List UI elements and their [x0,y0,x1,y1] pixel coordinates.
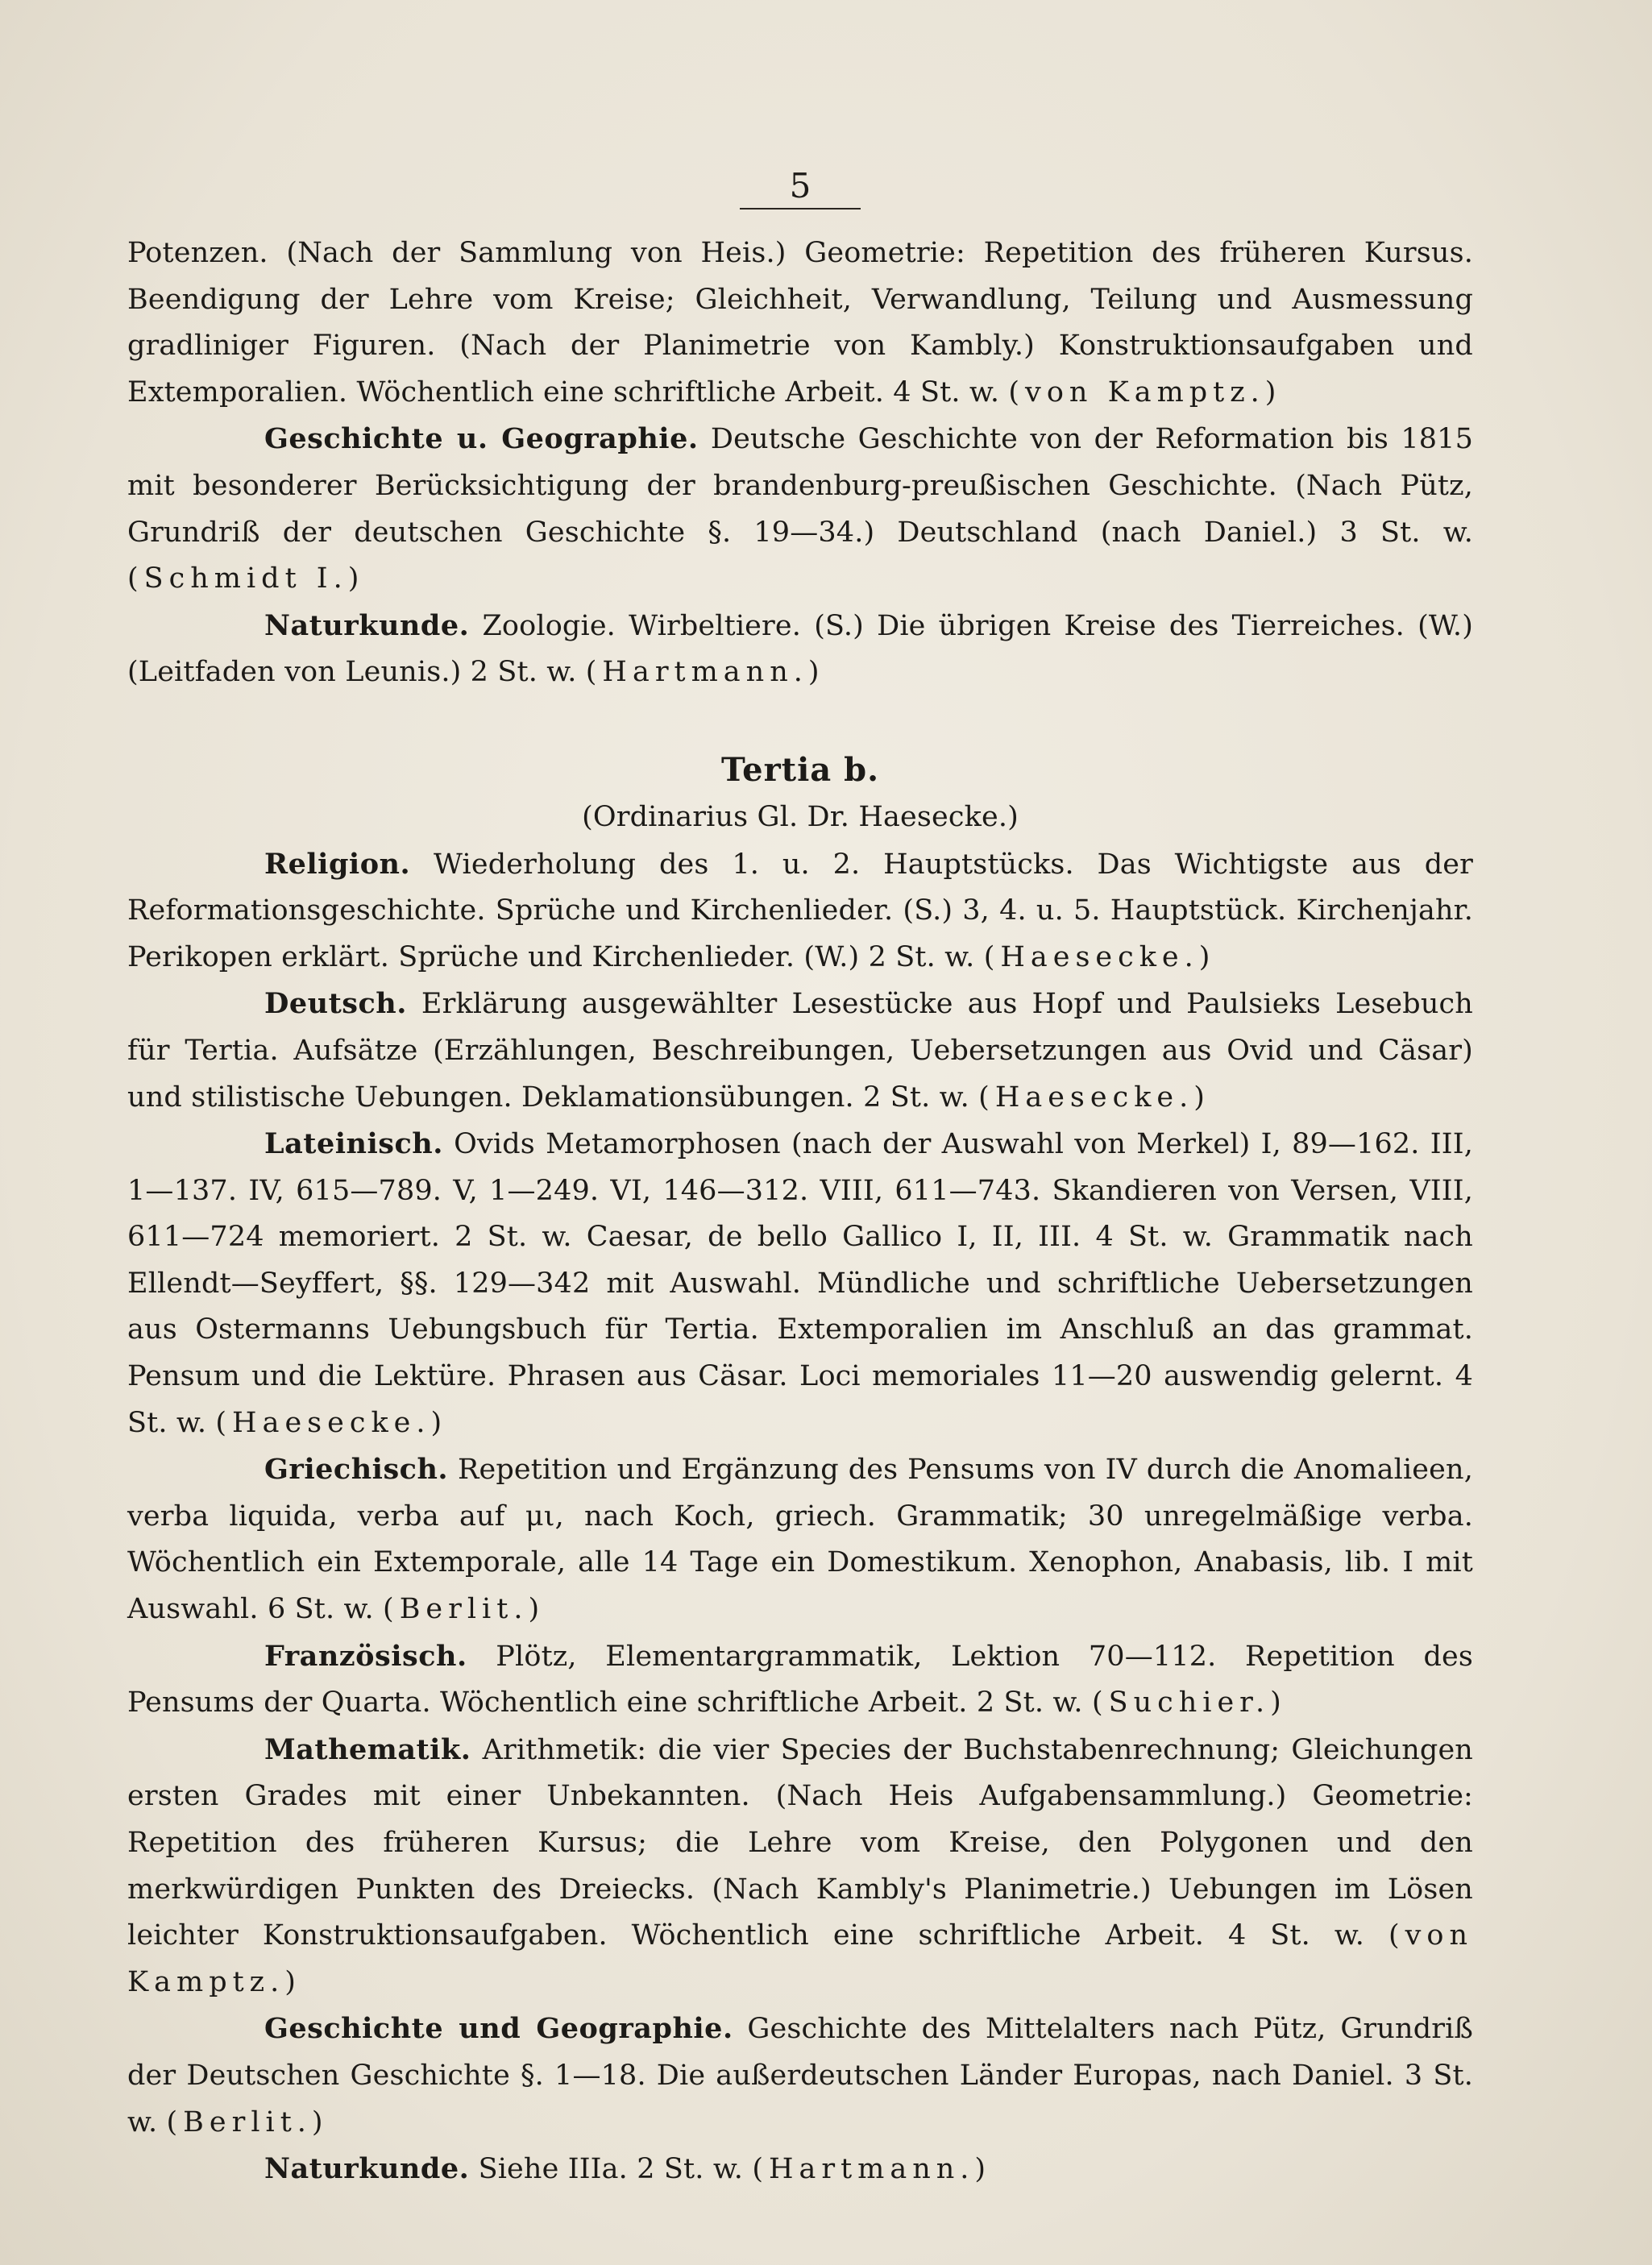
paragraph-latin: Lateinisch. Ovids Metamorphosen (nach der Auswahl von Merkel) I, 89—162. III, 1—137. IV, 615—789. V, 1—249. VI, 146—312. VIII, 611—743. Skandieren von Versen, VIII, 611—724 memoriert. 2 St. w. Caesar, de bello Gallico I, II, III. 4 St. w. Grammatik nach Ellendt—Seyffert, §§. 129—342 mit Auswahl. Mündliche und schriftliche Uebersetzungen aus Ostermanns Uebungsbuch für Tertia. Extemporalien im Anschluß an das grammat. Pensum und die Lektüre. Phrasen aus Cäsar. Loci memoriales 11—20 auswendig gelernt. 4 St. w. (Haesecke.) [127,1127,1473,1439]
paragraph-french: Französisch. Plötz, Elementargrammatik, Lektion 70—112. Repetition des Pensums der Quarta. Wöchentlich eine schriftliche Arbeit. 2 St. w. (Suchier.) [127,1639,1473,1719]
paragraph-greek: Griechisch. Repetition und Ergänzung des Pensums von IV durch die Anomalieen, verba liquida, verba auf μι, nach Koch, griech. Grammatik; 30 unregelmäßige verba. Wöchentlich ein Extemporale, alle 14 Tage ein Domestikum. Xenophon, Anabasis, lib. I mit Auswahl. 6 St. w. (Berlit.) [127,1453,1473,1626]
paragraph-natural-science-b: Naturkunde. Siehe IIIa. 2 St. w. (Hartmann.) [264,2152,992,2186]
subject-heading: Religion. [264,847,411,881]
page-number-rule [740,208,861,209]
teacher-name: (Haesecke.) [983,940,1216,973]
teacher-name: (Hartmann.) [585,656,825,689]
paragraph-history-geography: Geschichte u. Geographie. Deutsche Geschichte von der Reformation bis 1815 mit besonderer Berücksichtigung der brandenburg-preußischen Geschichte. (Nach Pütz, Grundriß der deutschen Geschichte §. 19—34.) Deutschland (nach Daniel.) 3 St. w. (Schmidt I.) [127,422,1474,595]
teacher-name: (Berlit.) [383,1593,546,1626]
paragraph-natural-science: Naturkunde. Zoologie. Wirbeltiere. (S.) Die übrigen Kreise des Tierreiches. (W.) (Leitfaden von Leunis.) 2 St. w. (Hartmann.) [127,608,1473,689]
subject-heading: Naturkunde. [264,2152,470,2186]
teacher-name: (von Kamptz.) [1008,375,1282,409]
subject-heading: Deutsch. [264,987,407,1021]
subject-heading: Geschichte und Geographie. [264,2012,733,2046]
teacher-name: (Haesecke.) [978,1081,1210,1114]
subject-heading: Französisch. [264,1639,467,1673]
page-number-text: 5 [789,166,811,205]
paragraph-mathematics: Mathematik. Arithmetik: die vier Species der Buchstabenrechnung; Gleichungen ersten Grades mit einer Unbekannten. (Nach Heis Aufgabensammlung.) Geometrie: Repetition des früheren Kursus; die Lehre vom Kreise, den Polygonen und den merkwürdigen Punkten des Dreiecks. (Nach Kambly's Planimetrie.) Uebungen im Lösen leichter Konstruktionsaufgaben. Wöchentlich eine schriftliche Arbeit. 4 St. w. (von Kamptz.) [127,1732,1473,1998]
teacher-name: (von Kamptz.) [127,1919,1473,1998]
subject-heading: Naturkunde. [264,608,470,642]
paragraph-mathematics-continued: Potenzen. (Nach der Sammlung von Heis.) Geometrie: Repetition des früheren Kursus. Beendigung der Lehre vom Kreise; Gleichheit, Verwandlung, Teilung und Ausmessung gradliniger Figuren. (Nach der Planimetrie von Kambly.) Konstruktionsaufgaben und Extemporalien. Wöchentlich eine schriftliche Arbeit. 4 St. w. (von Kamptz.) [127,237,1473,409]
subject-heading: Griechisch. [264,1453,449,1487]
section-title: Tertia b. [720,750,880,789]
paragraph-german: Deutsch. Erklärung ausgewählter Lesestücke aus Hopf und Paulsieks Lesebuch für Tertia. Aufsätze (Erzählungen, Beschreibungen, Uebersetzungen aus Ovid und Cäsar) und stilistische Uebungen. Deklamationsübungen. 2 St. w. (Haesecke.) [127,987,1473,1114]
teacher-name: (Berlit.) [166,2105,329,2138]
teacher-name: (Schmidt I.) [127,562,365,595]
paragraph-history-geography-b: Geschichte und Geographie. Geschichte des Mittelalters nach Pütz, Grundriß der Deutschen Geschichte §. 1—18. Die außerdeutschen Länder Europas, nach Daniel. 3 St. w. (Berlit.) [127,2012,1473,2138]
teacher-name: (Suchier.) [1091,1686,1287,1719]
page-number [127,166,1473,209]
section-subtitle: (Ordinarius Gl. Dr. Haesecke.) [582,800,1019,833]
teacher-name: (Haesecke.) [215,1406,448,1439]
subject-heading: Lateinisch. [264,1127,443,1161]
paragraph-religion: Religion. Wiederholung des 1. u. 2. Hauptstücks. Das Wichtigste aus der Reformationsgeschichte. Sprüche und Kirchenlieder. (S.) 3, 4. u. 5. Hauptstück. Kirchenjahr. Perikopen erklärt. Sprüche und Kirchenlieder. (W.) 2 St. w. (Haesecke.) [127,847,1473,973]
subject-heading: Mathematik. [264,1732,471,1766]
body-text [127,230,1473,2193]
subject-heading: Geschichte u. Geographie. [264,422,699,456]
teacher-name: (Hartmann.) [752,2153,992,2186]
